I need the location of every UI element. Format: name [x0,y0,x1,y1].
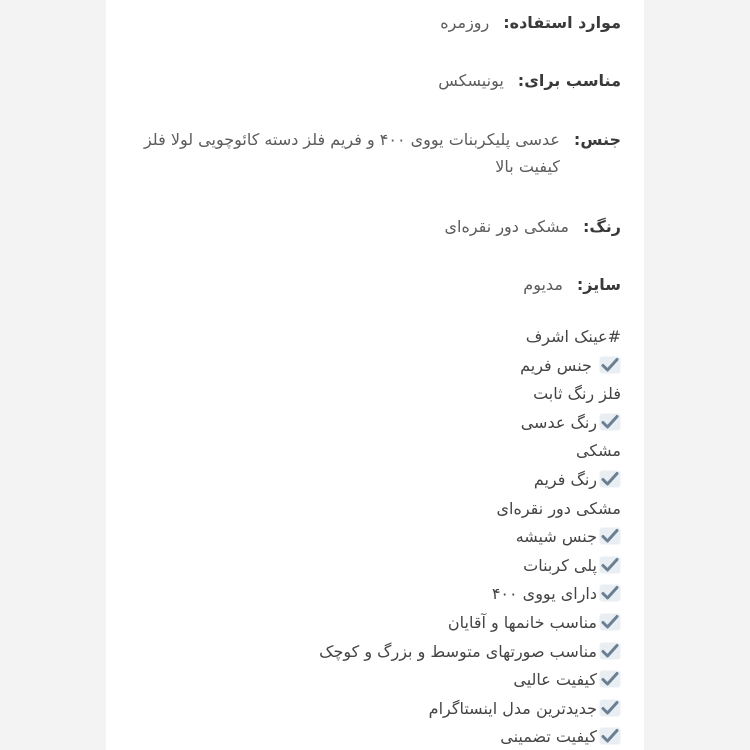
spec-label: مناسب برای: [517,71,621,90]
description-text: مشکی دور نقره‌ای [496,498,621,518]
check-mark-icon [599,699,621,717]
spec-color [445,213,622,240]
spec-value: عدسی پلیکربنات یووی ۴۰۰ و فریم فلز دسته کائوچویی لولا فلز کیفیت بالا [143,130,560,176]
description-line [121,609,621,638]
description-line [121,666,621,695]
spec-label: جنس: [573,130,621,149]
spec-label: موارد استفاده: [503,13,621,32]
description-line [121,695,621,724]
hashtag: #عینک اشرف [525,327,621,346]
description-line [121,352,621,381]
description-line [121,466,621,495]
check-mark-icon [599,613,621,631]
description-line [121,380,621,409]
spec-size [523,271,621,298]
spec-value: مدیوم [523,275,563,294]
check-mark-icon [599,527,621,545]
spec-label: رنگ: [583,217,621,236]
description-line [121,495,621,524]
description-text: رنگ فریم [533,469,597,489]
description-line [121,580,621,609]
description-text: کیفیت تضمینی [500,727,597,747]
description-text: فلز رنگ ثابت [533,384,621,404]
description-line [121,552,621,581]
check-mark-icon [599,584,621,602]
description-line [121,638,621,667]
spec-material [120,126,621,180]
description-text: کیفیت عالیی [513,670,597,690]
description-text: پلی کربنات [523,555,597,575]
check-mark-icon [599,727,621,745]
description-line [121,523,621,552]
spec-value: یونیسکس [438,71,504,90]
check-mark-icon [599,670,621,688]
check-mark-icon [599,356,621,374]
check-mark-icon [599,556,621,574]
description-line [121,409,621,438]
description-text: جدیدترین مدل اینستاگرام [428,698,597,718]
description-line [121,437,621,466]
description-line [121,723,621,750]
spec-value: مشکی دور نقره‌ای [444,217,569,236]
description-text: رنگ عدسی [520,412,597,432]
check-mark-icon [599,470,621,488]
spec-suitable-for [438,67,621,94]
check-mark-icon [599,413,621,431]
check-mark-icon [599,642,621,660]
description-text: دارای یووی ۴۰۰ [491,584,597,604]
spec-value: روزمره [440,13,490,32]
spec-usage [440,9,621,36]
product-details-panel [106,0,644,750]
spec-label: سایز: [576,275,621,294]
description-text: مناسب خانمها و آقایان [447,612,597,632]
description-text: جنس شیشه [515,527,597,547]
product-description [121,323,621,750]
description-text: جنس فریم [520,355,597,375]
description-text: مشکی [575,441,621,461]
description-text: مناسب صورتهای متوسط و بزرگ و کوچک [319,641,597,661]
